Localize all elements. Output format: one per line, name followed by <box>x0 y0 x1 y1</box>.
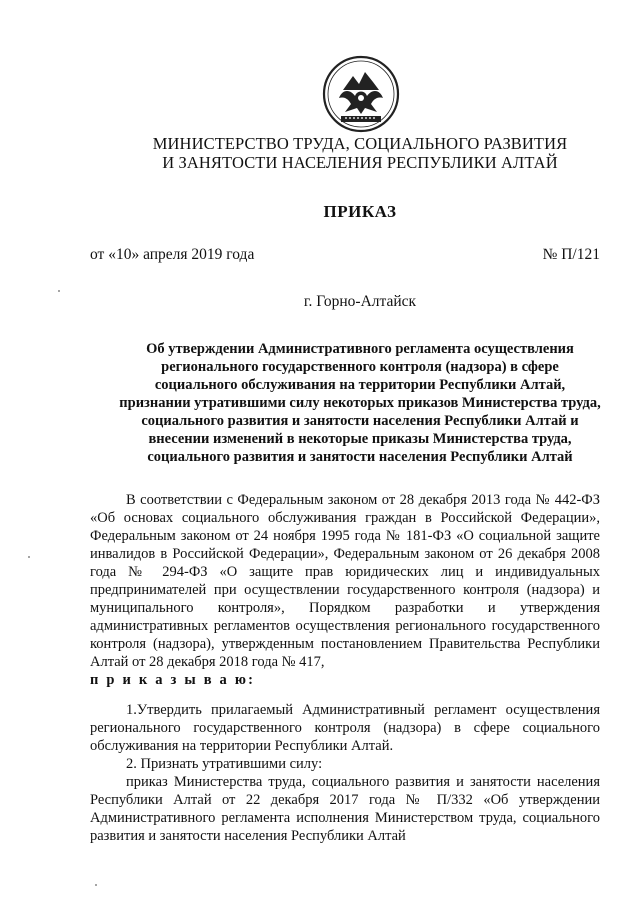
subject-line: социального развития и занятости населения Республики Алтай и <box>141 413 579 429</box>
scan-speck <box>95 884 97 886</box>
coat-of-arms-icon <box>321 54 401 136</box>
ministry-name-line2: И ЗАНЯТОСТИ НАСЕЛЕНИЯ РЕСПУБЛИКИ АЛТАЙ <box>162 153 558 172</box>
ministry-name <box>100 134 620 172</box>
order-city: г. Горно-Алтайск <box>303 293 417 310</box>
decree-word: п р и к а з ы в а ю: <box>90 672 256 688</box>
order-body <box>90 491 600 689</box>
scan-speck <box>28 556 30 558</box>
preamble-paragraph: В соответствии с Федеральным законом от 28 декабря 2013 года № 442-ФЗ «Об основах социального обслуживания граждан в Российской Федерации», Федеральным законом от 24 ноября 1995 года № 181-ФЗ «О социальной защите инвалидов в Российской Федерации», Федеральным законом от 26 декабря 2008 года № 294-ФЗ «О защите прав юридических лиц и индивидуальных предпринимателей при осуществлении государственного контроля (надзора) и муниципального контроля», Порядком разработки и утверждения административных регламентов осуществления регионального государственного контроля (надзора), утвержденным постановлением Правительства Республики Алтай от 28 декабря 2018 года № 417, <box>90 492 600 670</box>
order-items <box>90 701 600 845</box>
subject-line: признании утратившими силу некоторых приказов Министерства труда, <box>119 395 601 411</box>
subject-line: социального развития и занятости населения Республики Алтай <box>147 449 573 465</box>
subject-line: регионального государственного контроля (надзора) в сфере <box>161 359 559 375</box>
order-date: от «10» апреля 2019 года <box>90 246 255 263</box>
ministry-name-line1: МИНИСТЕРСТВО ТРУДА, СОЦИАЛЬНОГО РАЗВИТИЯ <box>152 134 568 153</box>
order-subject <box>100 340 620 466</box>
subject-line: социального обслуживания на территории Республики Алтай, <box>154 377 566 393</box>
order-title: ПРИКАЗ <box>323 202 397 221</box>
subject-line: Об утверждении Административного регламента осуществления <box>146 341 574 357</box>
item-1-paragraph: 1.Утвердить прилагаемый Административный регламент осуществления регионального государственного контроля (надзора) в сфере социального обслуживания на территории Республики Алтай. <box>90 702 600 754</box>
subject-line: внесении изменений в некоторые приказы Министерства труда, <box>148 431 572 447</box>
item-2-subparagraph: приказ Министерства труда, социального развития и занятости населения Республики Алтай от 22 декабря 2017 года № П/332 «Об утверждении Административного регламента исполнения Министерством труда, социального развития и занятости населения Республики Алтай <box>90 774 600 844</box>
scan-speck <box>58 290 60 292</box>
item-2-paragraph: 2. Признать утратившими силу: <box>126 756 323 772</box>
order-number: № П/121 <box>542 246 600 263</box>
